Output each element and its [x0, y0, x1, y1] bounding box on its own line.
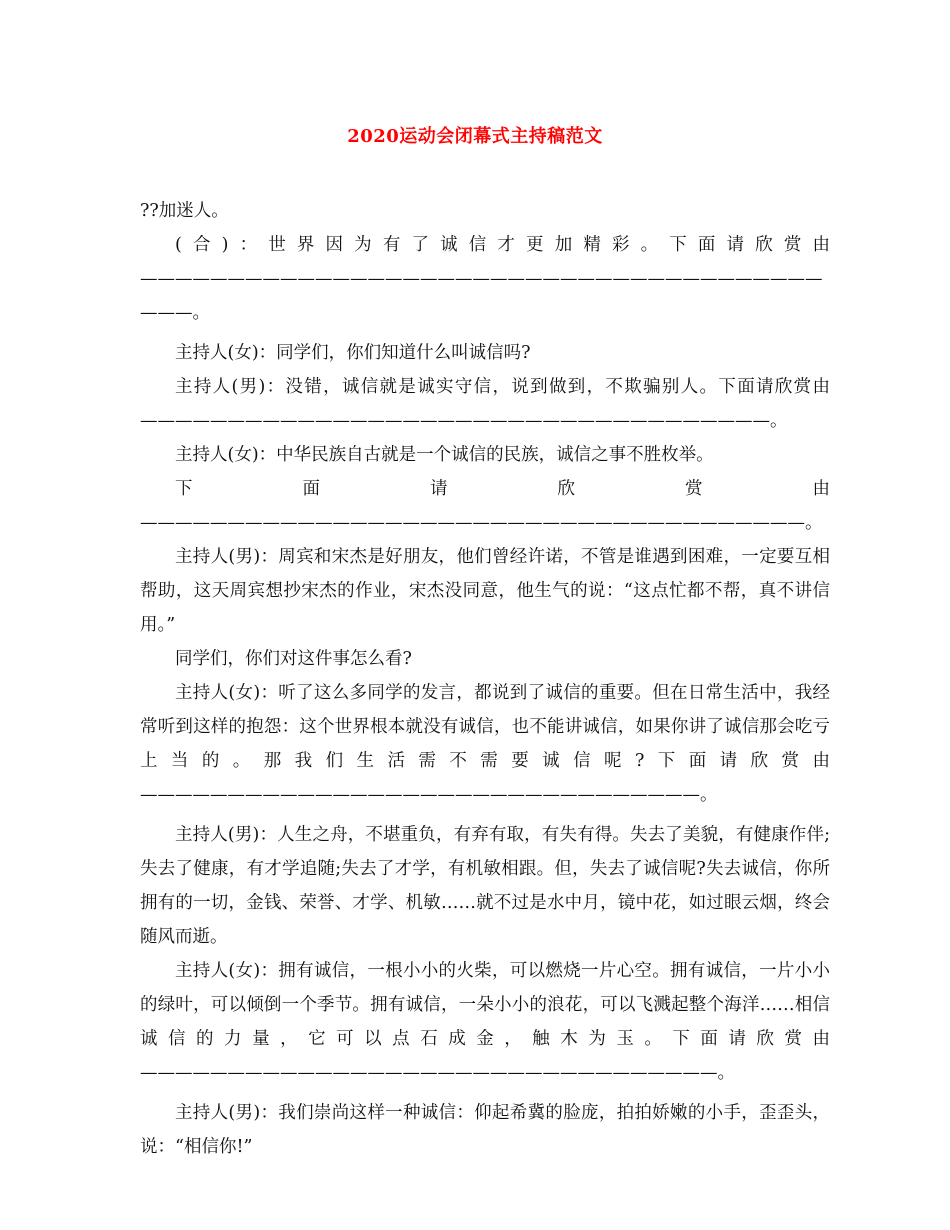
document-body: [140, 194, 830, 1164]
paragraph-2: (合)：世界因为有了诚信才更加精彩。下面请欣赏由——————————————————————————————————————————。: [140, 235, 830, 323]
paragraph-9: 主持人(女)：听了这么多同学的发言，都说到了诚信的重要。但在日常生活中，我经常听到这样的抱怨：这个世界根本就没有诚信，也不能讲诚信，如果你讲了诚信那会吃亏上当的。那我们生活需不需要诚信呢?下面请欣赏由————————————————————————————————。: [140, 683, 830, 805]
document-title: 2020运动会闭幕式主持稿范文: [347, 126, 603, 147]
paragraph-1: ??加迷人。: [140, 201, 229, 221]
paragraph-8: 同学们，你们对这件事怎么看?: [175, 649, 412, 669]
paragraph-4: 主持人(男)：没错，诚信就是诚实守信，说到做到，不欺骗别人。下面请欣赏由————————————————————————————————————。: [140, 377, 830, 431]
paragraph-7: 主持人(男)：周宾和宋杰是好朋友，他们曾经许诺，不管是谁遇到困难，一定要互相帮助，这天周宾想抄宋杰的作业，宋杰没同意，他生气的说：“这点忙都不帮，真不讲信用。”: [140, 547, 830, 635]
paragraph-6: 下面请欣赏由——————————————————————————————————————。: [140, 479, 830, 533]
paragraph-10: 主持人(男)：人生之舟，不堪重负，有弃有取，有失有得。失去了美貌，有健康作伴;失去了健康，有才学追随;失去了才学，有机敏相跟。但，失去了诚信呢?失去诚信，你所拥有的一切，金钱、荣誉、才学、机敏……就不过是水中月，镜中花，如过眼云烟，终会随风而逝。: [140, 825, 830, 947]
paragraph-12: 主持人(男)：我们崇尚这样一种诚信：仰起希冀的脸庞，拍拍娇嫩的小手，歪歪头，说：“相信你!”: [140, 1103, 830, 1157]
paragraph-5: 主持人(女)：中华民族自古就是一个诚信的民族，诚信之事不胜枚举。: [175, 445, 714, 465]
paragraph-11: 主持人(女)：拥有诚信，一根小小的火柴，可以燃烧一片心空。拥有诚信，一片小小的绿叶，可以倾倒一个季节。拥有诚信，一朵小小的浪花，可以飞溅起整个海洋……相信诚信的力量，它可以点石成金，触木为玉。下面请欣赏由—————————————————————————————————。: [140, 961, 830, 1083]
paragraph-3: 主持人(女)：同学们，你们知道什么叫诚信吗?: [175, 343, 531, 363]
